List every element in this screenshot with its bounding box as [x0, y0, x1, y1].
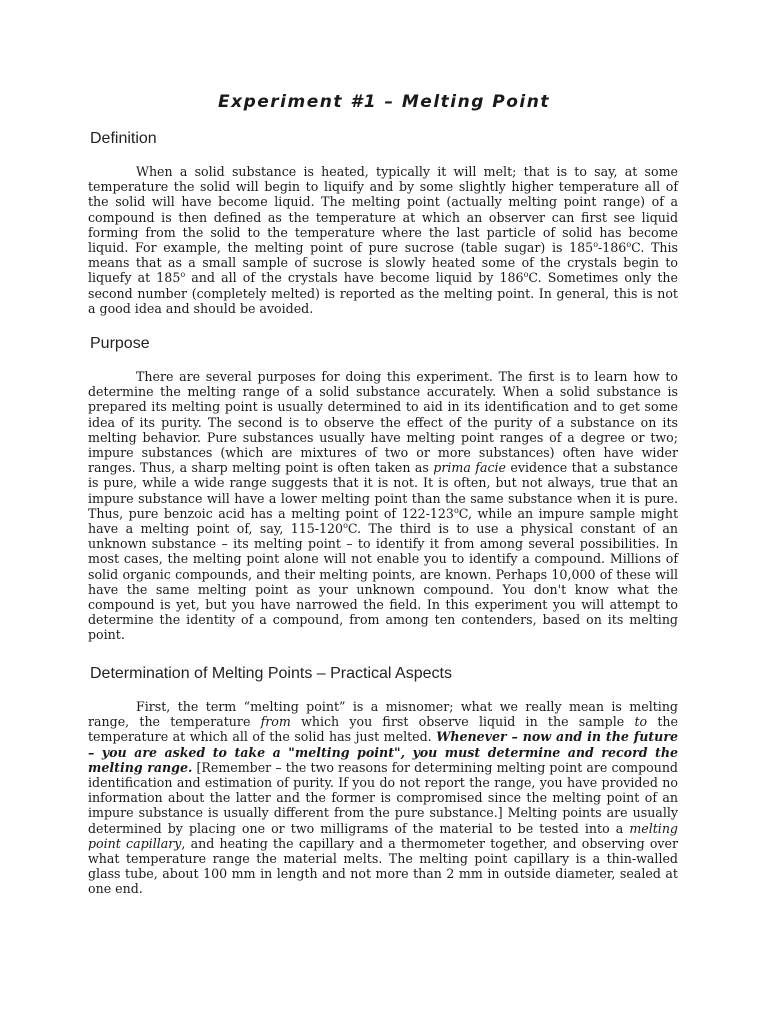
purpose-paragraph: There are several purposes for doing this experiment. The first is to learn how to determine the melting range of a solid substance accurately. When a solid substance is prepared its melting point is usually determined to aid in its identification and to get some idea of its purity. The second is to observe the effect of the purity of a substance on its melting behavior. Pure substances usually have melting point ranges of a degree or two; impure substances (which are mixtures of two or more substances) often have wider ranges. Thus, a sharp melting point is often taken as prima facie evidence that a substance is pure, while a wide range suggests that it is not. It is often, but not always, true that an impure substance will have a lower melting point than the same substance when it is pure. Thus, pure benzoic acid has a melting point of 122-123$^o$C, while an impure sample might have a melting point of, say, 115-120$^o$C. The third is to use a physical constant of an unknown substance – its melting point – to identify it from among several possibilities. In most cases, the melting point alone will not enable you to identify a compound. Millions of solid organic compounds, and their melting points, are known. Perhaps 10,000 of these will have the same melting point as your unknown compound. You don't know what the compound is yet, but you have narrowed the field. In this experiment you will attempt to determine the identity of a compound, from among ten contenders, based on its melting point.	[88, 369, 679, 643]
purpose-heading: Purpose	[90, 335, 150, 352]
page-title: Experiment #1 – Melting Point	[218, 92, 550, 112]
determination-paragraph: First, the term “melting point” is a misnomer; what we really mean is melting range, the temperature from which you first observe liquid in the sample to the temperature at which all of the solid has just melted. Whenever – now and in the future – you are asked to take a "melting point", you must determine and record the melting range. [Remember – the two reasons for determining melting point are compound identification and estimation of purity. If you do not report the range, you have provided no information about the latter and the former is compromised since the melting point of an impure substance is usually different from the pure substance.] Melting points are usually determined by placing one or two milligrams of the material to be tested into a melting point capillary, and heating the capillary and a thermometer together, and observing over what temperature range the material melts. The melting point capillary is a thin-walled glass tube, about 100 mm in length and not more than 2 mm in outside diameter, sealed at one end.	[88, 699, 678, 897]
determination-heading: Determination of Melting Points – Practical Aspects	[90, 665, 452, 682]
definition-paragraph: When a solid substance is heated, typically it will melt; that is to say, at some temperature the solid will begin to liquify and by some slightly higher temperature all of the solid will have become liquid. The melting point (actually melting point range) of a compound is then defined as the temperature at which an observer can first see liquid forming from the solid to the temperature where the last particle of solid has become liquid. For example, the melting point of pure sucrose (table sugar) is 185$^o$-186$^o$C. This means that as a small sample of sucrose is slowly heated some of the crystals begin to liquefy at 185$^o$ and all of the crystals have become liquid by 186$^o$C. Sometimes only the second number (completely melted) is reported as the melting point. In general, this is not a good idea and should be avoided.	[88, 164, 678, 316]
definition-heading: Definition	[90, 130, 157, 147]
